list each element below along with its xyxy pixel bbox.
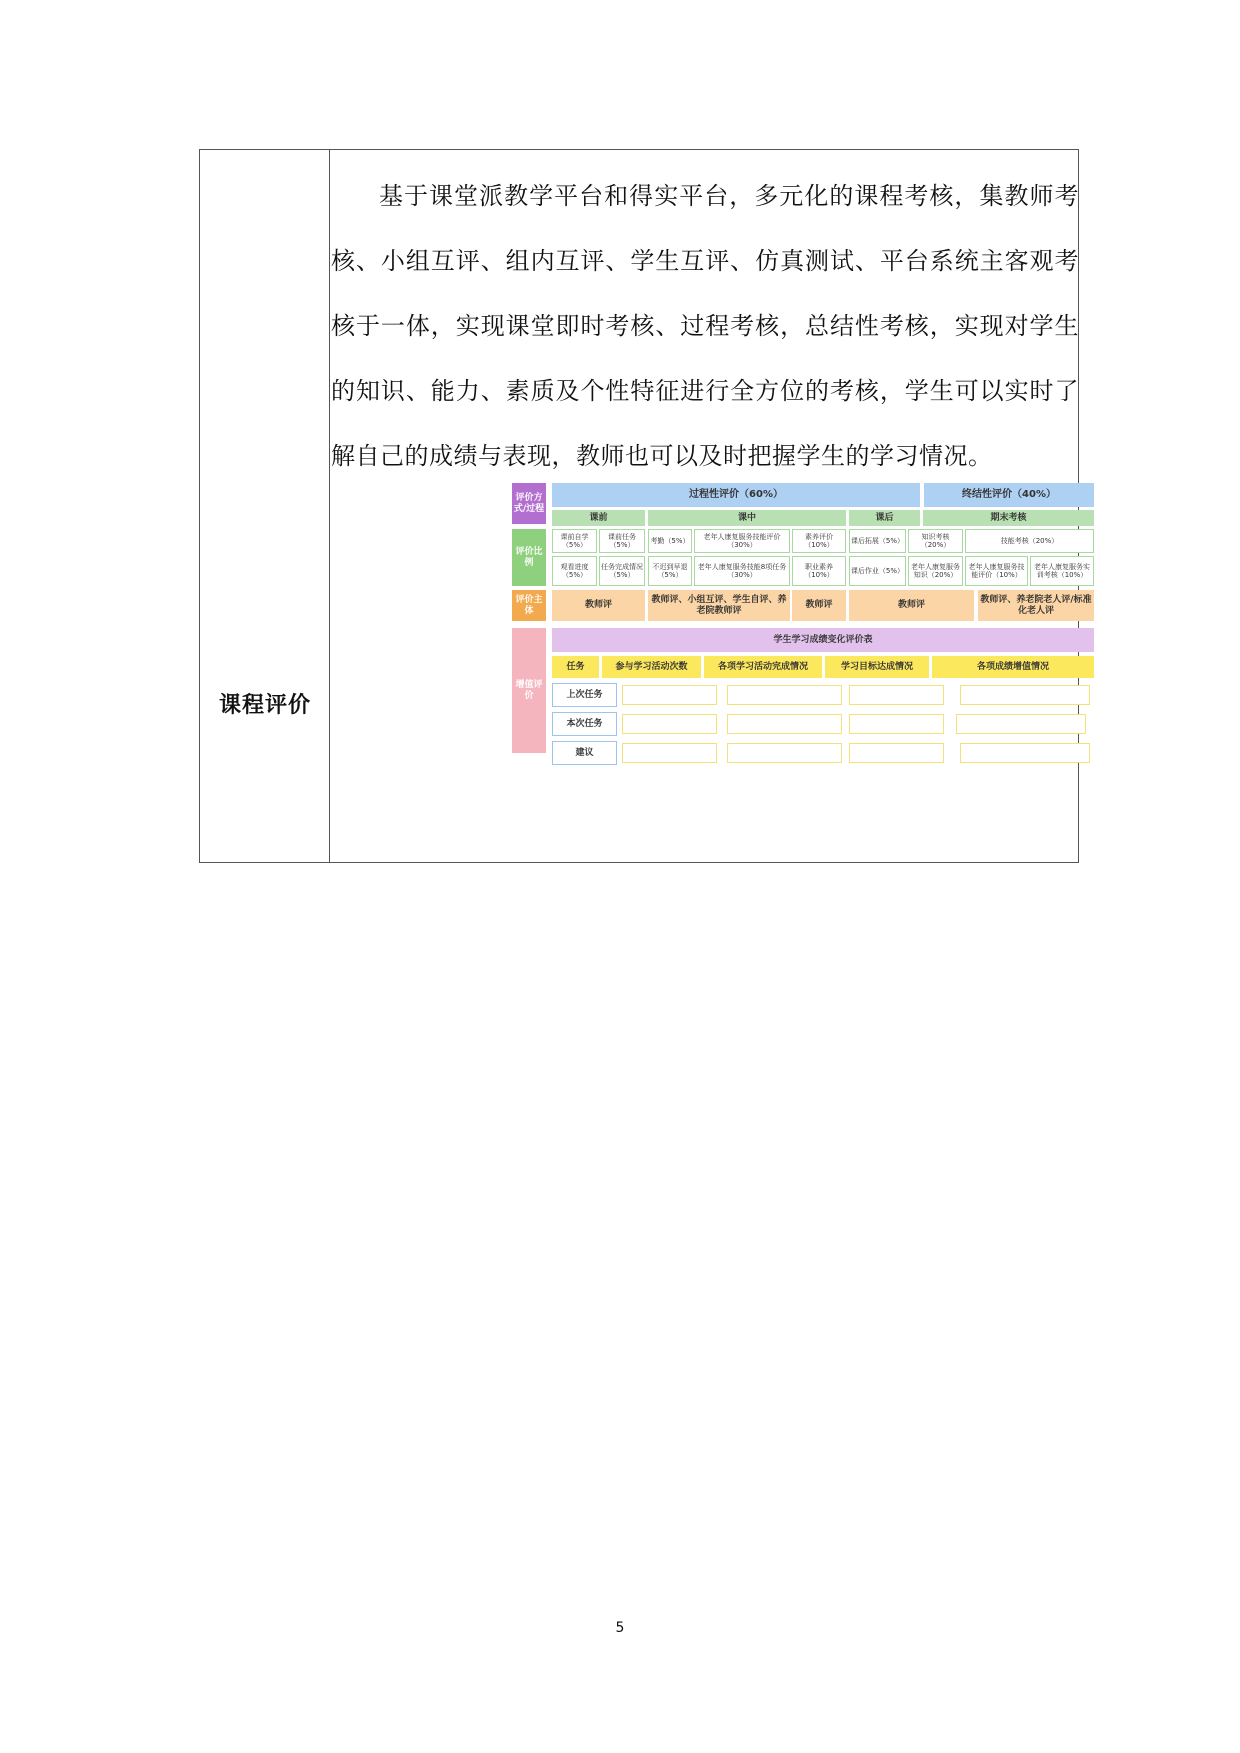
label-cell (200, 150, 330, 862)
table-cell (849, 743, 944, 763)
table-cell (849, 714, 944, 734)
ratio-cell: 老年人康复服务知识（20%） (908, 556, 963, 586)
table-row-label: 本次任务 (552, 712, 617, 736)
during-class-header: 课中 (648, 510, 846, 526)
ratio-cell: 课前任务（5%） (599, 529, 645, 553)
evaluation-diagram (512, 483, 1102, 783)
ratio-cell: 观看进度（5%） (552, 556, 597, 586)
table-row-label: 建议 (552, 741, 617, 765)
table-cell (956, 714, 1086, 734)
value-added-side-label: 增值评价 (512, 628, 546, 753)
table-header: 学习目标达成情况 (825, 656, 929, 678)
ratio-cell: 老年人康复服务技能8项任务（30%） (694, 556, 790, 586)
after-class-header: 课后 (849, 510, 920, 526)
subject-side-label: 评价主体 (512, 590, 546, 621)
before-class-header: 课前 (552, 510, 645, 526)
table-cell (622, 743, 717, 763)
ratio-cell: 课前自学（5%） (552, 529, 597, 553)
table-cell (727, 714, 842, 734)
ratio-cell: 任务完成情况（5%） (599, 556, 645, 586)
ratio-cell: 老年人康复服务技能评价（10%） (965, 556, 1028, 586)
subject-cell: 教师评、养老院老人评/标准化老人评 (978, 590, 1094, 621)
table-cell (622, 685, 717, 705)
row-label: 课程评价 (218, 693, 311, 718)
subject-cell: 教师评 (552, 590, 645, 621)
ratio-cell: 不迟到早退（5%） (648, 556, 692, 586)
table-cell (727, 685, 842, 705)
ratio-cell: 老年人康复服务技能评价（30%） (694, 529, 790, 553)
summative-eval-header: 终结性评价（40%） (924, 483, 1094, 507)
ratio-cell: 课后拓展（5%） (849, 529, 906, 553)
ratio-cell: 课后作业（5%） (849, 556, 906, 586)
table-cell (622, 714, 717, 734)
evaluation-paragraph: 基于课堂派教学平台和得实平台，多元化的课程考核，集教师考核、小组互评、组内互评、学生互评、仿真测试、平台系统主客观考核于一体，实现课堂即时考核、过程考核，总结性考核，实现对学生的知识、能力、素质及个性特征进行全方位的考核，学生可以实时了解自己的成绩与表现，教师也可以及时把握学生的学习情况。 (331, 182, 1079, 470)
method-side-label: 评价方式/过程 (512, 483, 546, 524)
course-table (199, 149, 1092, 863)
ratio-cell: 老年人康复服务实训考核（10%） (1030, 556, 1094, 586)
subject-cell: 教师评、小组互评、学生自评、养老院教师评 (648, 590, 790, 621)
table-cell (960, 685, 1090, 705)
table-cell (727, 743, 842, 763)
table-row-label: 上次任务 (552, 683, 617, 707)
ratio-cell: 考勤（5%） (648, 529, 692, 553)
table-cell (849, 685, 944, 705)
table-header: 任务 (552, 656, 599, 678)
process-eval-header: 过程性评价（60%） (552, 483, 920, 507)
subject-cell: 教师评 (792, 590, 846, 621)
subject-cell: 教师评 (849, 590, 974, 621)
ratio-side-label: 评价比例 (512, 529, 546, 586)
table-header: 各项学习活动完成情况 (704, 656, 822, 678)
final-exam-header: 期末考核 (923, 510, 1094, 526)
table-header: 各项成绩增值情况 (932, 656, 1094, 678)
table-header: 参与学习活动次数 (602, 656, 701, 678)
ratio-cell: 技能考核（20%） (965, 529, 1094, 553)
ratio-cell: 素养评价（10%） (792, 529, 846, 553)
table-cell (960, 743, 1090, 763)
content-cell (331, 150, 1092, 862)
page-number: 5 (615, 1620, 625, 1636)
score-change-table-title: 学生学习成绩变化评价表 (552, 628, 1094, 652)
ratio-cell: 知识考核（20%） (908, 529, 963, 553)
ratio-cell: 职业素养（10%） (792, 556, 846, 586)
